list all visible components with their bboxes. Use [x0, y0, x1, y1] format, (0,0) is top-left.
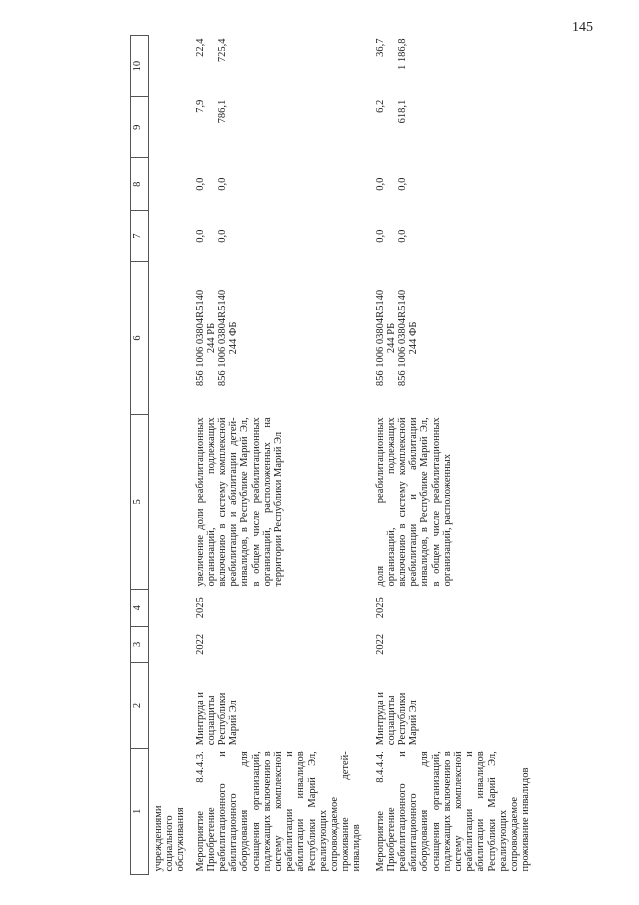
page-number: 145 — [572, 20, 593, 35]
executor: Минтруда и соцзащиты Республики Марий Эл — [374, 692, 420, 746]
header-cell: 1 — [131, 748, 149, 874]
header-cell: 4 — [131, 589, 149, 626]
start-year: 2022 — [194, 633, 206, 655]
table-header-row — [131, 36, 149, 875]
continuation-text: учреждениями социального обслуживания — [153, 805, 187, 872]
value-col10 — [193, 36, 373, 97]
value: 6,2 — [374, 99, 386, 113]
executor: Минтруда и соцзащиты Республики Марий Эл — [194, 692, 240, 746]
value: 0,0 — [194, 177, 206, 191]
measure-name: Мероприятие 8.4.4.4. Приобретение реабилитационного и абилитационного оборудования для оснащения организаций, подлежащих включению в систему комплексной реабилитации и абилитации инвалидов Республики Марий Эл, реализующих сопровождаемое проживание инвалидов — [374, 751, 532, 872]
value-col9 — [373, 97, 542, 158]
value: 0,0 — [194, 229, 206, 243]
value: 786,1 — [217, 99, 229, 124]
indicator-text: доля реабилитационных организаций, подлежащих включению в систему комплексной реабилитации и абилитации инвалидов, в Республике Марий Эл, в общем числе реабилитационных организаций, расположенных — [374, 417, 453, 587]
budget-code: 856 1006 03804R5140 — [374, 289, 386, 387]
value: 725,4 — [217, 38, 229, 63]
budget-code: 856 1006 03804R5140 — [397, 289, 409, 387]
value-col7 — [373, 211, 542, 262]
budget-codes — [373, 262, 542, 415]
value: 36,7 — [374, 38, 386, 57]
budget-codes — [193, 262, 373, 415]
end-year: 2025 — [194, 597, 206, 619]
start-year: 2022 — [374, 633, 386, 655]
continuation-row — [149, 36, 193, 875]
value: 22,4 — [194, 38, 206, 57]
budget-source: 244 РБ — [385, 322, 397, 354]
value: 0,0 — [374, 177, 386, 191]
value: 0,0 — [374, 229, 386, 243]
rotated-table-container — [130, 35, 630, 875]
program-measures-table — [130, 35, 542, 875]
budget-source: 244 РБ — [205, 322, 217, 354]
value: 0,0 — [217, 229, 229, 243]
value-col7 — [193, 211, 373, 262]
end-year: 2025 — [374, 597, 386, 619]
value: 0,0 — [397, 229, 409, 243]
value-col8 — [373, 158, 542, 211]
value: 618,1 — [397, 99, 409, 124]
indicator-text: увеличение доли реабилитационных организаций, подлежащих включению в систему комплексной реабилитации и абилитации детей-инвалидов, в Республике Марий Эл, в общем числе реабилитационных организаций, расположенных на территории Республики Марий Эл — [194, 417, 285, 587]
value: 0,0 — [217, 177, 229, 191]
table-row — [373, 36, 542, 875]
header-cell: 7 — [131, 211, 149, 262]
header-cell: 9 — [131, 97, 149, 158]
budget-source: 244 ФБ — [408, 321, 420, 355]
value-col8 — [193, 158, 373, 211]
header-cell: 10 — [131, 36, 149, 97]
header-cell: 6 — [131, 262, 149, 415]
header-cell: 2 — [131, 663, 149, 749]
table-row — [193, 36, 373, 875]
value: 1 186,8 — [397, 38, 409, 70]
header-cell: 3 — [131, 626, 149, 663]
rotated-page-content — [130, 35, 630, 875]
header-cell: 5 — [131, 414, 149, 589]
value-col10 — [373, 36, 542, 97]
header-cell: 8 — [131, 158, 149, 211]
budget-code: 856 1006 03804R5140 — [194, 289, 206, 387]
value: 0,0 — [397, 177, 409, 191]
measure-name: Мероприятие 8.4.4.3. Приобретение реабилитационного и абилитационного оборудования для оснащения организаций, подлежащих включению в систему комплексной реабилитации и абилитации инвалидов Республики Марий Эл, реализующих сопровождаемое проживание детей-инвалидов — [194, 751, 363, 872]
budget-source: 244 ФБ — [228, 321, 240, 355]
value: 7,9 — [194, 99, 206, 113]
budget-code: 856 1006 03804R5140 — [217, 289, 229, 387]
value-col9 — [193, 97, 373, 158]
